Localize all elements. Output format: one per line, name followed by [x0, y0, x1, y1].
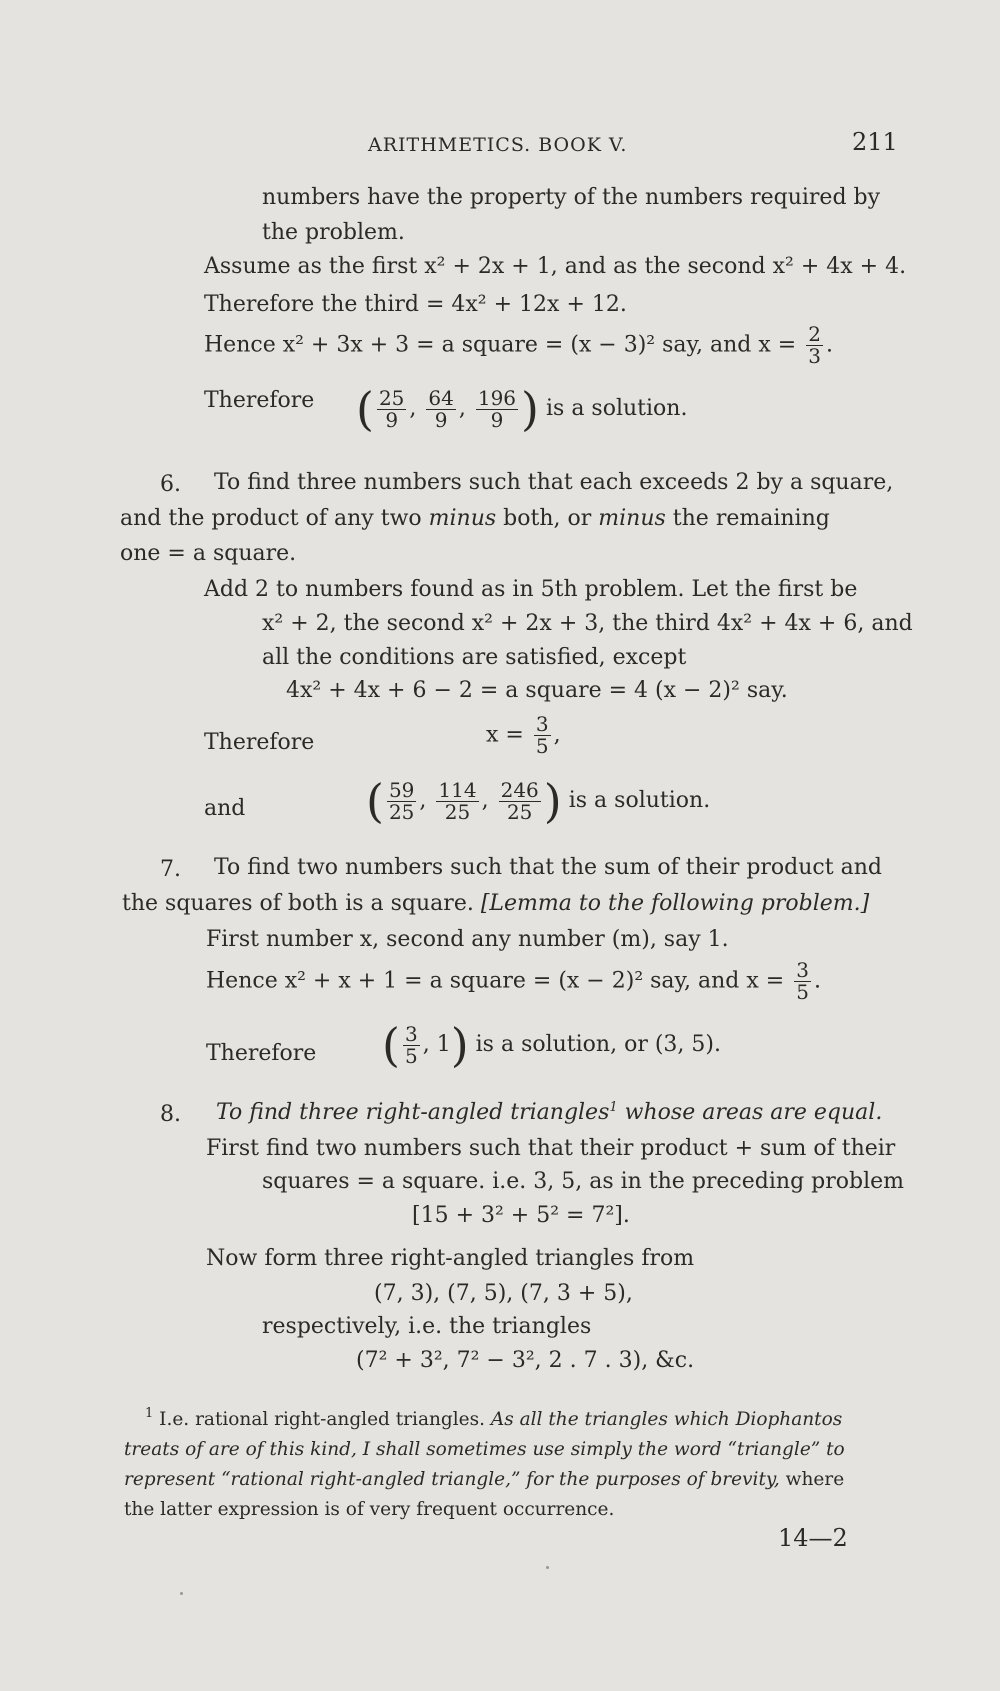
footnote: $^1$ I.e. rational right-angled triangles. As all the triangles which Diophantos	[145, 1406, 843, 1430]
text-line: Now form three right-angled triangles from	[206, 1246, 695, 1271]
solution-label: Therefore	[206, 1041, 317, 1066]
solution-label: Therefore	[204, 730, 315, 755]
problem-statement: To find two numbers such that the sum of their product and	[214, 855, 882, 880]
footnote-line: the latter expression is of very frequent occurrence.	[124, 1499, 615, 1520]
text-line: all the conditions are satisfied, except	[262, 645, 687, 670]
solution-tuple: ( $\frac{25}{9}$ , $\frac{64}{9}$ , $\frac{196}{9}$ ) is a solution.	[356, 382, 688, 436]
problem-statement: and the product of any two minus both, or minus the remaining	[120, 506, 830, 531]
problem-statement: the squares of both is a square. [Lemma to the following problem.]	[122, 891, 870, 916]
text-line: First find two numbers such that their product + sum of their	[206, 1136, 896, 1161]
solution-text: is a solution, or (3, 5).	[475, 1032, 721, 1057]
footnote-line: treats of are of this kind, I shall sometimes use simply the word “triangle” to	[124, 1439, 845, 1460]
problem-number: 7.	[160, 857, 181, 882]
equation-line: [15 + 3² + 5² = 7²].	[412, 1203, 630, 1228]
fraction: $\frac{59}{25}$	[388, 777, 415, 824]
fraction: $\frac{3}{5}$	[404, 1021, 418, 1068]
footnote-line: represent “rational right-angled triangle,” for the purposes of brevity, where	[124, 1469, 845, 1490]
fraction: $\frac{64}{9}$	[428, 385, 454, 432]
equation-line: Hence x² + 3x + 3 = a square = (x − 3)² say, and x = $\frac{2}{3}$ .	[204, 322, 833, 368]
equation-line: Hence x² + x + 1 = a square = (x − 2)² say, and x = $\frac{3}{5}$ .	[206, 958, 821, 1004]
footnote-ref: 1	[609, 1100, 618, 1115]
paper-speck	[546, 1566, 549, 1569]
fraction: $\frac{114}{25}$	[438, 777, 477, 824]
running-title: ARITHMETICS. BOOK V.	[368, 134, 628, 156]
signature-mark: 14—2	[778, 1524, 848, 1552]
fraction: $\frac{25}{9}$	[378, 385, 405, 432]
fraction: $\frac{246}{25}$	[500, 777, 539, 824]
problem-statement: To find three numbers such that each exceeds 2 by a square,	[214, 470, 894, 495]
text-line: numbers have the property of the numbers required by	[262, 185, 881, 210]
equation-line: 4x² + 4x + 6 − 2 = a square = 4 (x − 2)² say.	[286, 678, 788, 703]
solution-tuple: ( $\frac{59}{25}$ , $\frac{114}{25}$ , $\frac{246}{25}$ ) is a solution.	[366, 774, 711, 828]
fraction: $\frac{2}{3}$	[808, 322, 821, 368]
equation-line: x = $\frac{3}{5}$ ,	[486, 712, 561, 758]
page-number: 211	[852, 128, 898, 156]
fraction: $\frac{196}{9}$	[477, 385, 517, 432]
text-line: x² + 2, the second x² + 2x + 3, the third 4x² + 4x + 6, and	[262, 611, 913, 636]
text-line: squares = a square. i.e. 3, 5, as in the preceding problem	[262, 1169, 904, 1194]
solution-tuple: ( $\frac{3}{5}$ , 1) is a solution, or (3, 5).	[382, 1018, 721, 1072]
text-line: respectively, i.e. the triangles	[262, 1314, 592, 1339]
solution-label: Therefore	[204, 388, 315, 413]
problem-statement: one = a square.	[120, 541, 297, 566]
fraction: $\frac{3}{5}$	[796, 958, 809, 1004]
paper-speck	[180, 1592, 183, 1595]
text-line: First number x, second any number (m), say 1.	[206, 927, 729, 952]
problem-number: 6.	[160, 472, 181, 497]
solution-label: and	[204, 796, 246, 821]
text-line: Assume as the first x² + 2x + 1, and as the second x² + 4x + 4.	[204, 254, 907, 279]
text-line: Add 2 to numbers found as in 5th problem. Let the first be	[204, 577, 858, 602]
footnote-marker: 1	[145, 1406, 154, 1421]
equation-text: Hence x² + 3x + 3 = a square = (x − 3)² say, and x =	[204, 332, 797, 358]
fraction: $\frac{3}{5}$	[535, 712, 549, 758]
text-line: Therefore the third = 4x² + 12x + 12.	[204, 292, 627, 317]
problem-number: 8.	[160, 1102, 181, 1127]
equation-line: (7² + 3², 7² − 3², 2 . 7 . 3), &c.	[356, 1348, 695, 1373]
solution-text: is a solution.	[546, 396, 688, 421]
solution-text: is a solution.	[568, 788, 711, 813]
text-line: the problem.	[262, 220, 405, 245]
problem-statement: To find three right-angled triangles$^1$ whose areas are equal.	[216, 1100, 883, 1125]
equation-line: (7, 3), (7, 5), (7, 3 + 5),	[374, 1281, 633, 1306]
